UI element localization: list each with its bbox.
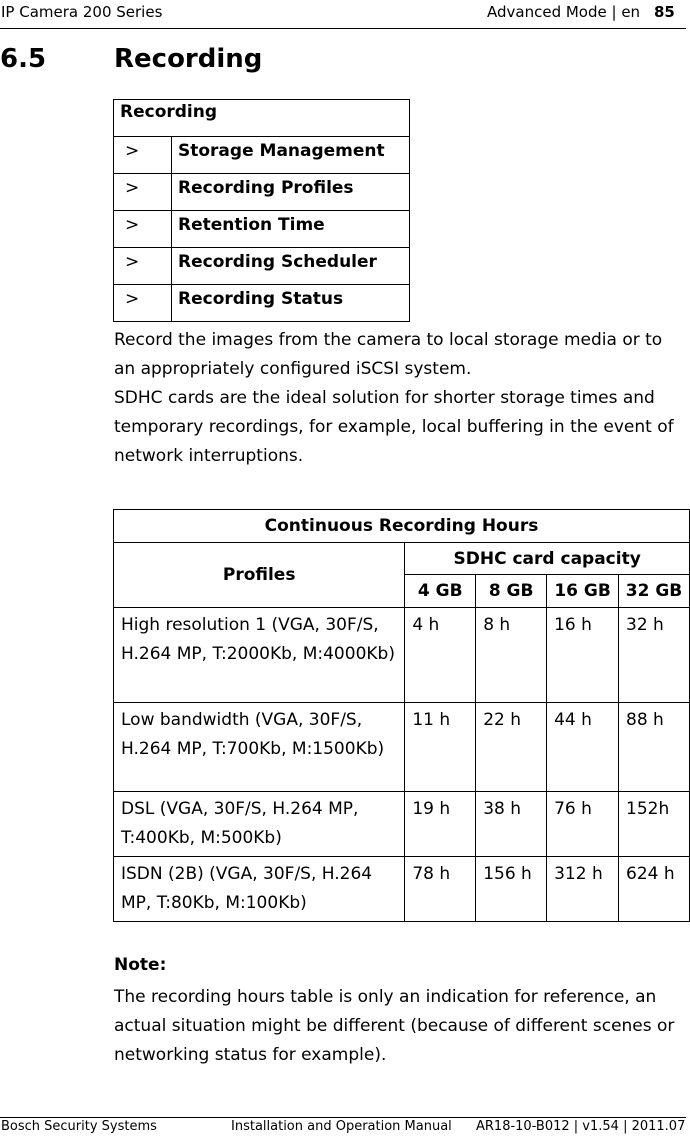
profile-cell: High resolution 1 (VGA, 30F/S, H.264 MP, T:2000Kb, M:4000Kb) bbox=[114, 608, 405, 703]
profile-cell: Low bandwidth (VGA, 30F/S, H.264 MP, T:700Kb, M:1500Kb) bbox=[114, 703, 405, 792]
page-number: 85 bbox=[654, 3, 675, 21]
nav-row bbox=[114, 248, 410, 285]
note-text: The recording hours table is only an indication for reference, an actual situation might be different (because of different scenes or networking status for example). bbox=[114, 987, 675, 1065]
note-label: Note: bbox=[114, 955, 167, 975]
nav-row bbox=[114, 174, 410, 211]
hours-cell: 156 h bbox=[476, 857, 547, 922]
size-header: 32 GB bbox=[619, 575, 690, 608]
size-header: 4 GB bbox=[405, 575, 476, 608]
nav-arrow: > bbox=[114, 285, 172, 322]
hours-cell: 78 h bbox=[405, 857, 476, 922]
footer-company: Bosch Security Systems bbox=[1, 1119, 157, 1134]
hours-cell: 11 h bbox=[405, 703, 476, 792]
nav-item-recording-profiles: Recording Profiles bbox=[172, 174, 410, 211]
intro-paragraph: Record the images from the camera to local storage media or to an appropriately configured iSCSI system. bbox=[114, 330, 663, 379]
nav-row bbox=[114, 211, 410, 248]
nav-table bbox=[113, 99, 410, 322]
hours-cell: 32 h bbox=[619, 608, 690, 703]
hours-cell: 22 h bbox=[476, 703, 547, 792]
hours-cell: 44 h bbox=[547, 703, 619, 792]
size-header: 8 GB bbox=[476, 575, 547, 608]
table-row bbox=[114, 703, 690, 792]
hours-cell: 76 h bbox=[547, 792, 619, 857]
nav-arrow: > bbox=[114, 211, 172, 248]
profiles-header: Profiles bbox=[114, 543, 405, 608]
nav-item-recording-status: Recording Status bbox=[172, 285, 410, 322]
hours-cell: 16 h bbox=[547, 608, 619, 703]
nav-row bbox=[114, 137, 410, 174]
capacity-header: SDHC card capacity bbox=[405, 543, 690, 575]
nav-arrow: > bbox=[114, 174, 172, 211]
hours-cell: 152h bbox=[619, 792, 690, 857]
hours-cell: 8 h bbox=[476, 608, 547, 703]
footer-divider bbox=[0, 1117, 686, 1118]
nav-item-storage-management: Storage Management bbox=[172, 137, 410, 174]
hours-cell: 4 h bbox=[405, 608, 476, 703]
nav-item-recording-scheduler: Recording Scheduler bbox=[172, 248, 410, 285]
section-number: 6.5 bbox=[0, 44, 47, 74]
footer-doc-version: AR18-10-B012 | v1.54 | 2011.07 bbox=[476, 1119, 686, 1134]
section-title: Recording bbox=[114, 44, 263, 74]
nav-item-retention-time: Retention Time bbox=[172, 211, 410, 248]
table-title: Continuous Recording Hours bbox=[114, 510, 690, 543]
header-doc-title: IP Camera 200 Series bbox=[1, 3, 163, 21]
nav-row bbox=[114, 285, 410, 322]
table-row bbox=[114, 792, 690, 857]
profile-cell: ISDN (2B) (VGA, 30F/S, H.264 MP, T:80Kb, M:100Kb) bbox=[114, 857, 405, 922]
nav-arrow: > bbox=[114, 248, 172, 285]
profile-cell: DSL (VGA, 30F/S, H.264 MP, T:400Kb, M:500Kb) bbox=[114, 792, 405, 857]
table-row bbox=[114, 857, 690, 922]
footer-manual-title: Installation and Operation Manual bbox=[231, 1119, 452, 1134]
nav-table-heading: Recording bbox=[114, 100, 410, 137]
size-header: 16 GB bbox=[547, 575, 619, 608]
header-divider bbox=[0, 28, 686, 29]
header-mode-label: Advanced Mode | en bbox=[487, 3, 641, 21]
recording-hours-table bbox=[113, 509, 690, 922]
hours-cell: 624 h bbox=[619, 857, 690, 922]
table-row bbox=[114, 608, 690, 703]
nav-arrow: > bbox=[114, 137, 172, 174]
hours-cell: 312 h bbox=[547, 857, 619, 922]
hours-cell: 38 h bbox=[476, 792, 547, 857]
hours-cell: 88 h bbox=[619, 703, 690, 792]
hours-cell: 19 h bbox=[405, 792, 476, 857]
sdhc-paragraph: SDHC cards are the ideal solution for shorter storage times and temporary recordings, for example, local buffering in the event of network interruptions. bbox=[114, 388, 674, 466]
